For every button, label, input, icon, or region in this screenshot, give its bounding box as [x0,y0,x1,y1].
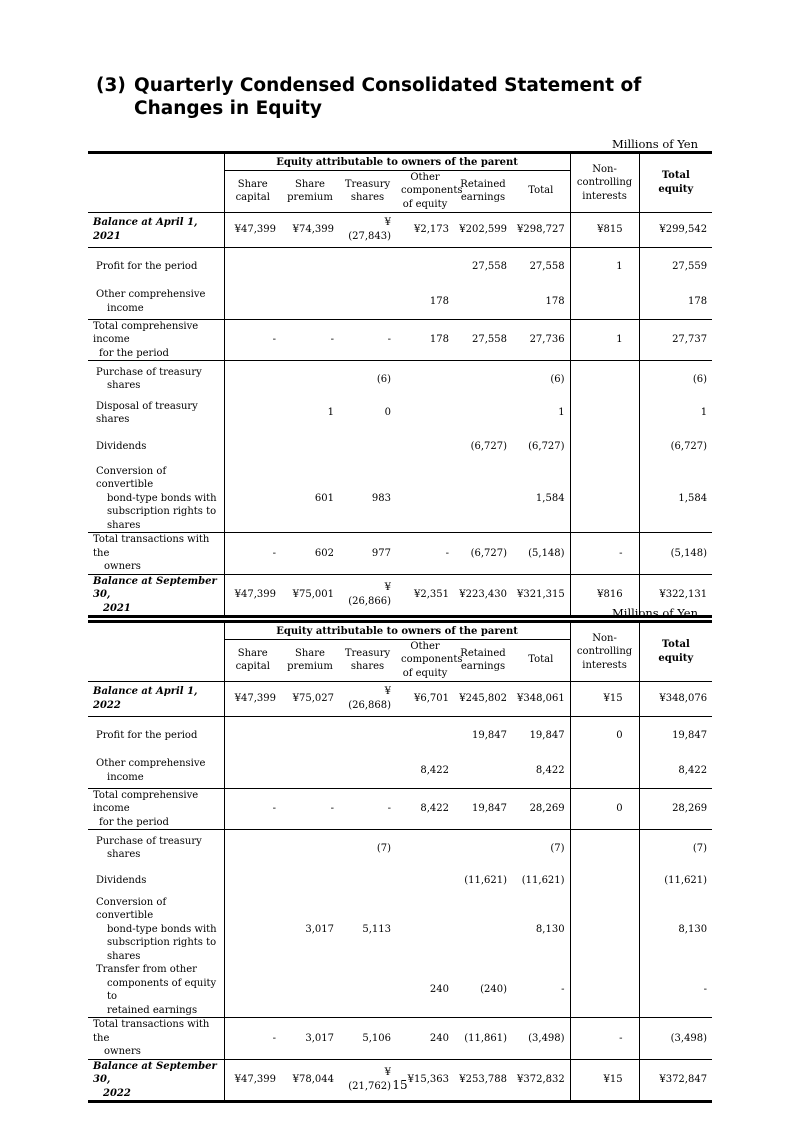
cell: 19,847 [454,716,512,754]
cell [570,465,639,533]
cell: - [570,1018,639,1060]
cell: 5,113 [362,923,391,935]
table-row [88,212,712,247]
cell: (6,727) [670,440,708,452]
cell [396,896,454,964]
cell: - [512,963,570,1018]
cell: ¥(26,866) [339,574,396,617]
cell: 1 [512,398,570,429]
cell: 5,106 [339,1018,396,1060]
header-blank [88,153,224,213]
col-share-capital: Share capital [224,170,281,212]
cell: (6,727) [470,440,507,452]
cell: 3,017 [281,1018,339,1060]
cell: 8,422 [420,765,449,776]
cell: ¥6,701 [396,681,454,716]
cell: - [224,533,281,575]
cell: 8,130 [678,923,708,935]
cell: ¥(26,868) [339,681,396,716]
equity-table-2022 [88,620,712,1103]
row-label: Balance at September 30, 2022 [88,1059,224,1102]
row-label: Total comprehensive income for the period [88,319,224,361]
row-label: Balance at April 1, 2022 [88,681,224,716]
cell [224,247,281,285]
cell: 178 [687,296,708,307]
column-group-header: Equity attributable to owners of the parent [224,153,570,171]
cell: 178 [429,296,449,307]
cell: 1,584 [678,492,708,504]
cell [454,830,512,867]
cell [570,867,639,896]
cell: 27,737 [639,319,712,361]
cell [339,716,396,754]
row-label: Conversion of convertible bond-type bonds with subscription rights to shares [96,465,217,531]
unit-label: Millions of Yen [611,137,698,151]
cell: 8,130 [512,896,570,964]
row-label: Balance at April 1, 2021 [88,212,224,247]
cell: 601 [314,492,334,504]
cell [224,896,281,964]
cell: 240 [396,1018,454,1060]
cell [281,429,339,465]
cell: 602 [281,533,339,575]
cell [224,867,281,896]
cell [454,465,512,533]
cell: 28,269 [512,788,570,830]
cell: 178 [396,319,454,361]
row-label: Transfer from other components of equity to retained earnings [96,964,217,1016]
cell: ¥15,363 [396,1059,454,1102]
cell [281,361,339,398]
cell [224,465,281,533]
cell: ¥348,076 [639,681,712,716]
cell: - [703,984,708,996]
cell: ¥15 [570,681,639,716]
cell: - [570,533,639,575]
col-treasury: Treasury shares [344,647,391,672]
cell: (7) [339,830,396,867]
cell: - [396,533,454,575]
cell: (6) [639,361,712,398]
cell [454,398,512,429]
cell: (11,621) [464,875,507,887]
cell [570,896,639,964]
row-label: Purchase of treasury shares [88,361,224,398]
table-row [88,429,712,465]
table-row [88,716,712,754]
cell: ¥245,802 [454,681,512,716]
cell: ¥2,351 [396,574,454,617]
cell: 8,422 [396,788,454,830]
cell: (6,727) [454,533,512,575]
cell: (240) [480,984,507,996]
col-nci: Non- controlling interests [570,622,639,682]
cell: 27,558 [454,247,512,285]
cell: 27,558 [512,247,570,285]
section-number: (3) [96,75,126,96]
cell: 19,847 [454,788,512,830]
table-row [88,319,712,361]
cell: ¥815 [570,212,639,247]
table-row [88,896,712,964]
cell: 3,017 [305,923,334,935]
cell: (6) [339,361,396,398]
cell: ¥75,027 [281,681,339,716]
cell [454,361,512,398]
cell: ¥202,599 [454,212,512,247]
cell [396,398,454,429]
row-label: Profit for the period [88,716,224,754]
cell [281,716,339,754]
cell: 27,558 [454,319,512,361]
cell [224,754,281,788]
cell: 19,847 [512,716,570,754]
col-nci: Non- controlling interests [570,153,639,213]
cell [224,830,281,867]
cell: ¥75,001 [281,574,339,617]
table-row [88,788,712,830]
row-label: Other comprehensive income [96,289,206,314]
cell [281,285,339,319]
cell: ¥47,399 [224,212,281,247]
col-treasury: Treasury shares [344,178,391,203]
cell: ¥372,847 [639,1059,712,1102]
cell [224,429,281,465]
cell: 1 [570,319,639,361]
cell: ¥74,399 [281,212,339,247]
table-row [88,830,712,867]
cell [281,963,339,1018]
cell: ¥2,173 [396,212,454,247]
cell: 0 [570,788,639,830]
cell: ¥78,044 [281,1059,339,1102]
cell: - [224,319,281,361]
cell [281,830,339,867]
col-total: Total [512,170,570,212]
cell: - [224,1018,281,1060]
cell [570,754,639,788]
col-total: Total [512,639,570,681]
cell: ¥299,542 [639,212,712,247]
cell: ¥15 [570,1059,639,1102]
cell [224,716,281,754]
cell [454,896,512,964]
cell [339,754,396,788]
row-label: Balance at September 30, 2021 [88,574,224,617]
cell [570,398,639,429]
cell: 240 [429,984,449,996]
table-row [88,465,712,533]
cell [570,429,639,465]
cell [339,285,396,319]
col-retained: Retained earnings [460,647,506,672]
cell: 0 [384,407,391,419]
cell [396,429,454,465]
table-row [88,361,712,398]
cell: ¥372,832 [512,1059,570,1102]
cell [396,867,454,896]
cell [570,285,639,319]
col-share-capital: Share capital [224,639,281,681]
cell [224,285,281,319]
cell: ¥(27,843) [339,212,396,247]
cell: (6) [512,361,570,398]
table-row [88,754,712,788]
cell: - [339,788,396,830]
cell: 977 [339,533,396,575]
cell [396,247,454,285]
cell [454,285,512,319]
cell: (3,498) [512,1018,570,1060]
col-total-equity: Total equity [639,153,712,213]
cell: (11,621) [512,867,570,896]
cell: (5,148) [639,533,712,575]
cell: ¥47,399 [224,1059,281,1102]
cell [396,830,454,867]
table-row [88,867,712,896]
cell: ¥298,727 [512,212,570,247]
cell [224,963,281,1018]
col-other: Other components of equity [401,171,463,210]
table-row [88,533,712,575]
cell: - [339,319,396,361]
cell [396,361,454,398]
cell: 27,559 [639,247,712,285]
row-label: Dividends [96,875,147,887]
cell: 19,847 [639,716,712,754]
cell [570,361,639,398]
row-label: Total transactions with the owners [88,533,224,575]
cell: ¥253,788 [454,1059,512,1102]
row-label: Total transactions with the owners [88,1018,224,1060]
row-label: Total comprehensive income for the period [88,788,224,830]
cell: (6,727) [512,429,570,465]
col-total-equity: Total equity [639,622,712,682]
col-retained: Retained earnings [460,178,506,203]
section-title: Quarterly Condensed Consolidated Statement of Changes in Equity [134,75,642,119]
column-group-header: Equity attributable to owners of the parent [224,622,570,640]
cell [339,867,396,896]
cell: (7) [639,830,712,867]
col-other: Other components of equity [401,640,463,679]
cell [454,754,512,788]
row-label: Other comprehensive income [96,758,206,783]
cell [281,867,339,896]
cell: 1 [700,407,708,419]
cell: 1 [327,407,334,419]
cell: 8,422 [512,754,570,788]
cell: 178 [512,285,570,319]
table-row [88,1018,712,1060]
cell [396,465,454,533]
cell: ¥321,315 [512,574,570,617]
cell [339,247,396,285]
cell [339,963,396,1018]
header-blank [88,622,224,682]
cell [281,754,339,788]
cell: ¥322,131 [639,574,712,617]
cell [281,247,339,285]
cell: - [224,788,281,830]
cell [339,429,396,465]
table-row [88,963,712,1018]
row-label: Conversion of convertible bond-type bonds with subscription rights to shares [96,896,217,962]
cell [224,398,281,429]
cell: ¥816 [570,574,639,617]
row-label: Profit for the period [88,247,224,285]
table-row [88,398,712,429]
cell: (7) [512,830,570,867]
cell [570,963,639,1018]
cell: (3,498) [639,1018,712,1060]
cell: (5,148) [512,533,570,575]
cell: ¥47,399 [224,681,281,716]
cell: 0 [570,716,639,754]
cell [224,361,281,398]
row-label: Dividends [96,440,147,452]
cell: 1 [570,247,639,285]
cell [396,716,454,754]
cell: ¥348,061 [512,681,570,716]
table-row [88,285,712,319]
unit-label: Millions of Yen [611,606,698,620]
col-share-premium: Share premium [287,647,333,672]
cell: ¥47,399 [224,574,281,617]
cell [570,830,639,867]
page-title [96,74,696,120]
row-label: Disposal of treasury shares [96,400,198,425]
cell: - [281,788,339,830]
cell: (11,861) [454,1018,512,1060]
cell: ¥223,430 [454,574,512,617]
cell: 983 [371,492,391,504]
col-share-premium: Share premium [287,178,333,203]
cell: 8,422 [678,765,708,776]
cell: ¥(21,762) [339,1059,396,1102]
page-number: 15 [392,1078,408,1092]
row-label: Purchase of treasury shares [88,830,224,867]
table-row [88,681,712,716]
cell: 27,736 [512,319,570,361]
cell: - [281,319,339,361]
cell: 28,269 [639,788,712,830]
cell: 1,584 [512,465,570,533]
equity-table-2021 [88,151,712,618]
table-row [88,247,712,285]
cell: (11,621) [664,875,708,887]
